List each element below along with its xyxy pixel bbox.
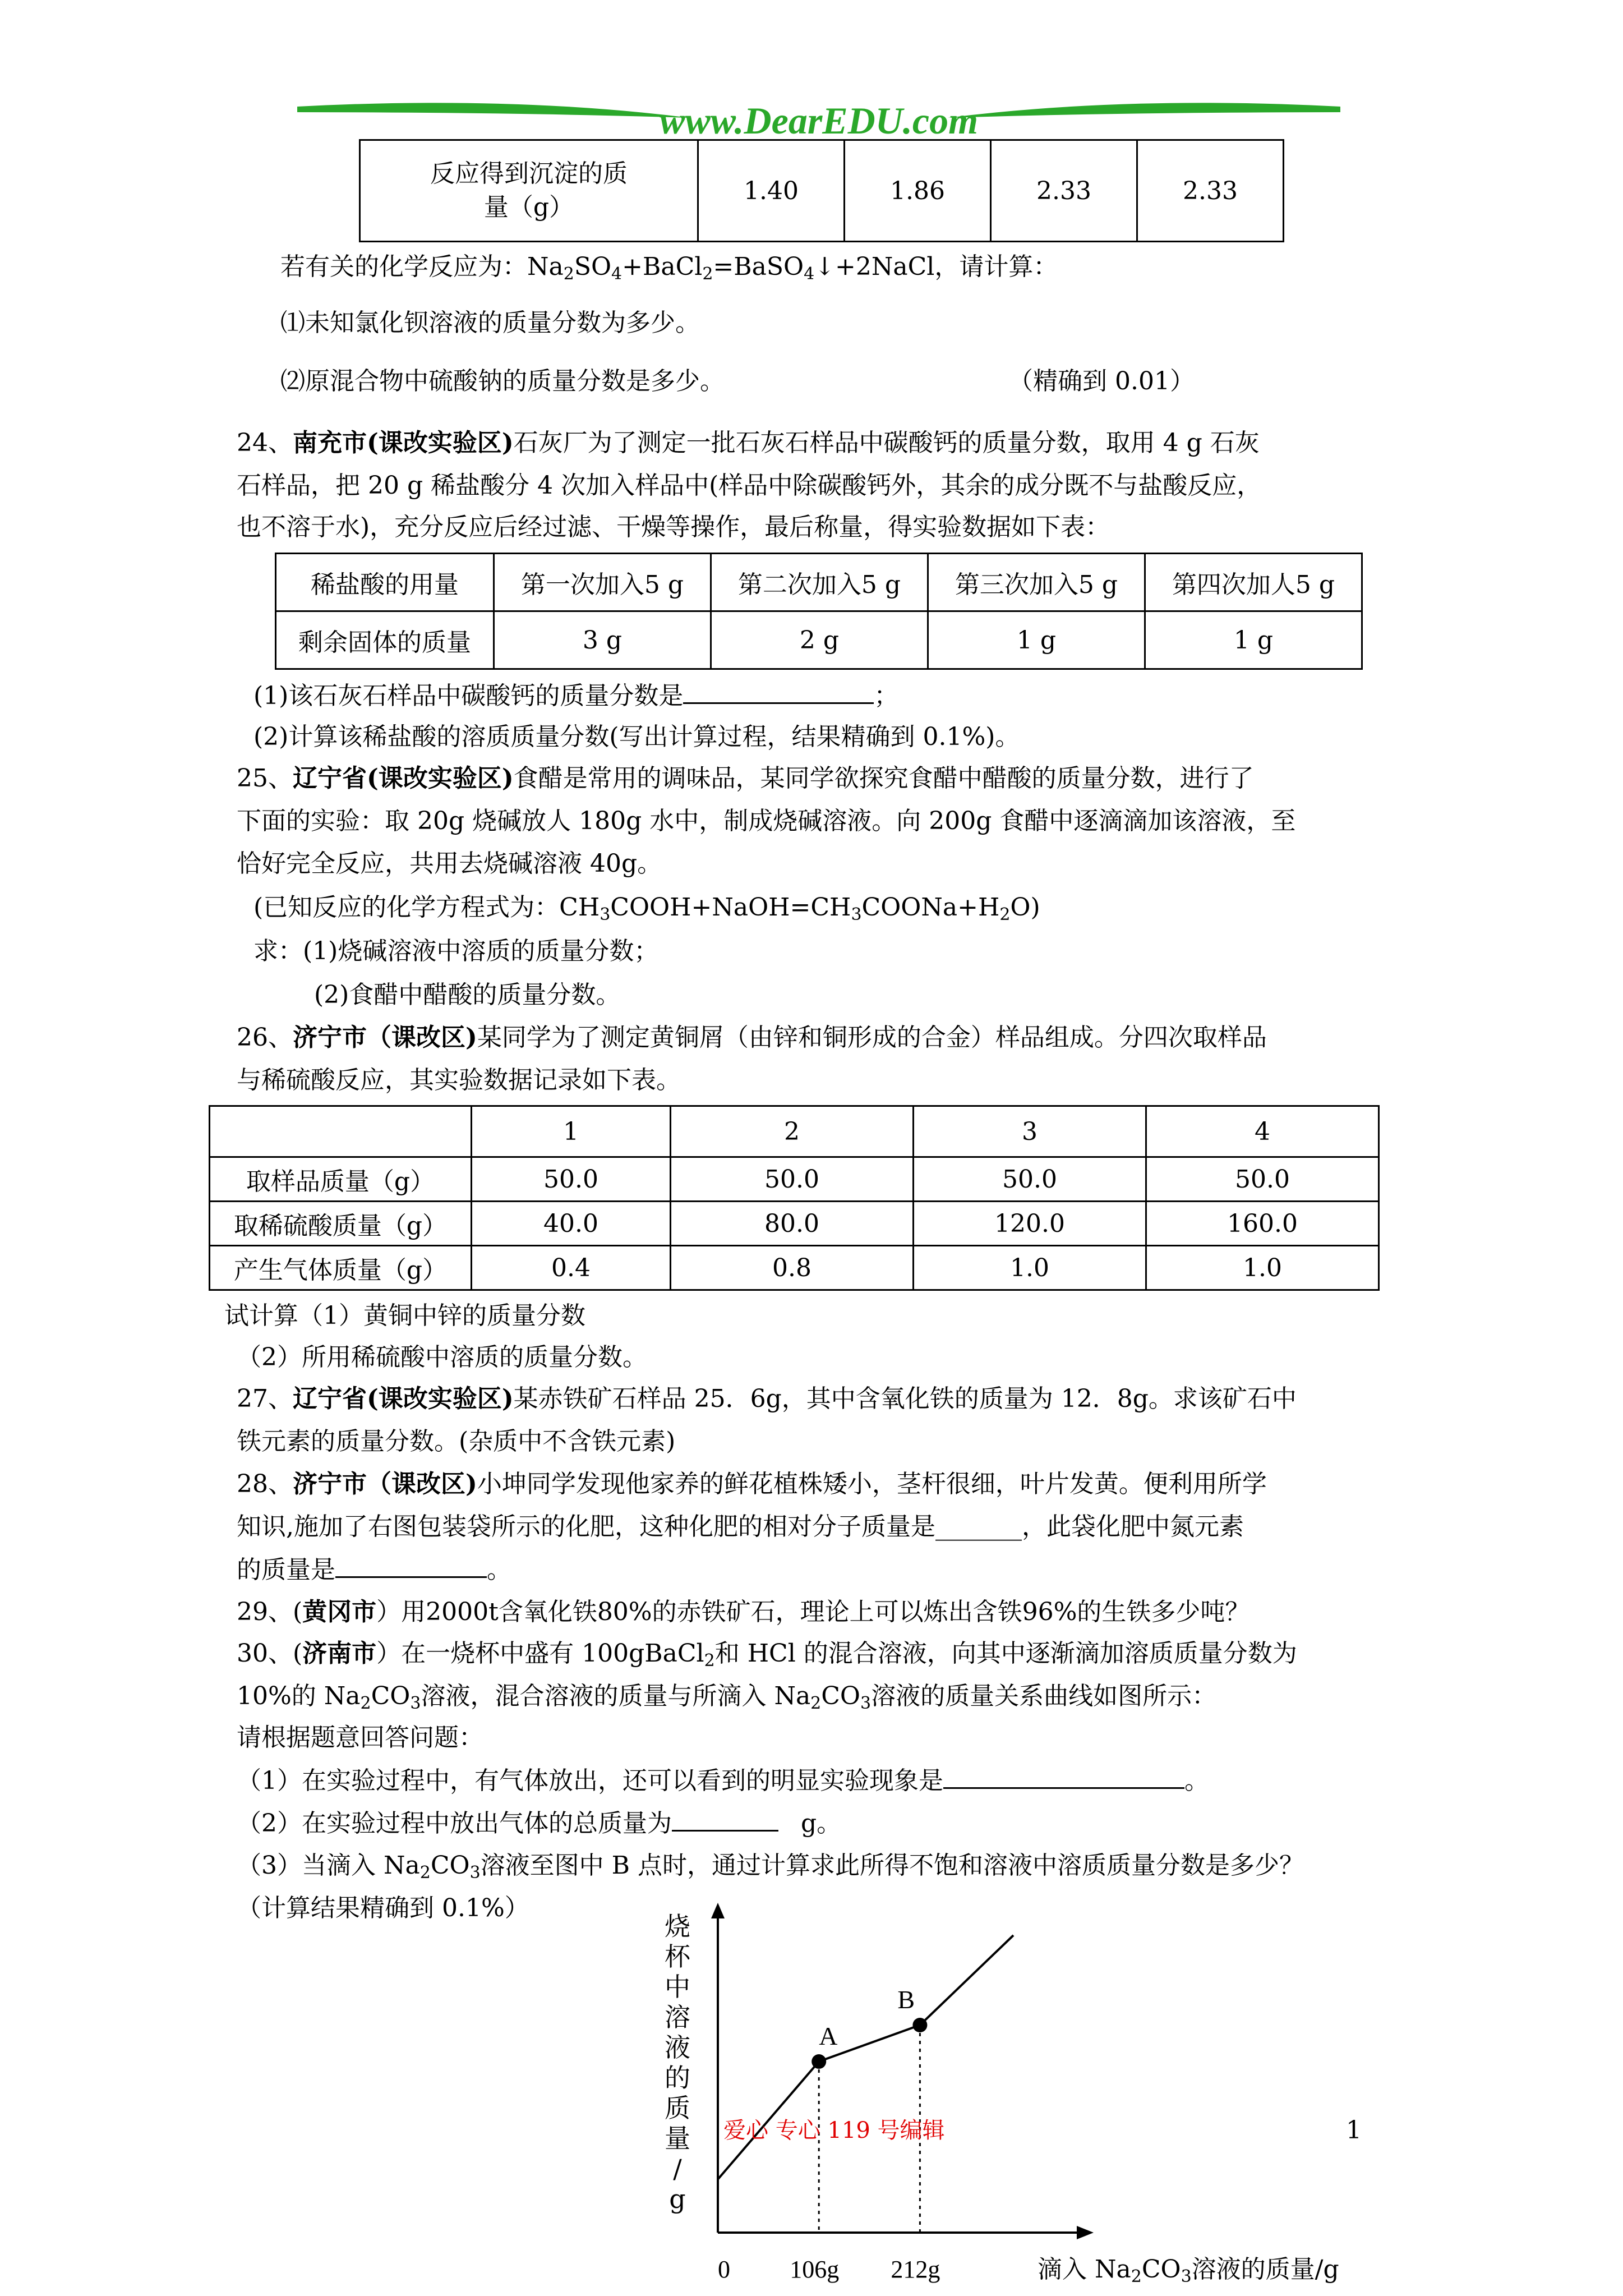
- table-cell: 第二次加入5 g: [711, 554, 928, 611]
- q25-ask2: (2)食醋中醋酸的质量分数。: [314, 981, 621, 1009]
- page-number: 1: [1346, 2116, 1362, 2145]
- q25-ask1: 求：(1)烧碱溶液中溶质的质量分数；: [253, 937, 659, 965]
- header-site-text: www.DearEDU.com: [660, 99, 978, 142]
- table-cell: 2.33: [991, 140, 1137, 242]
- y-axis-label-char: 量: [665, 2123, 690, 2154]
- table-cell: [360, 140, 698, 242]
- y-axis-label-char: 的: [665, 2063, 690, 2093]
- table-cell: 3: [914, 1106, 1146, 1157]
- q27-line1: 27、辽宁省(课改实验区)某赤铁矿石样品 25．6g，其中含氧化铁的质量为 12．8g。求该矿石中: [237, 1384, 1297, 1413]
- q30-line3: 请根据题意回答问题：: [237, 1723, 483, 1752]
- precipitate-table: [359, 139, 1284, 242]
- table-cell: 1 g: [1145, 611, 1362, 669]
- q28-line2: 知识,施加了右图包装袋所示的化肥，这种化肥的相对分子质量是_______，此袋化肥中氮元素: [237, 1512, 1244, 1541]
- point-B: [912, 2018, 927, 2032]
- q28-line3: 的质量是 。: [237, 1554, 511, 1586]
- table-row: [276, 554, 1362, 611]
- q29-source: 黄冈市: [302, 1598, 377, 1626]
- table-cell: 50.0: [671, 1157, 914, 1202]
- footer-watermark: 爱心 专心 119 号编辑: [723, 2118, 945, 2143]
- x-axis-arrow: [1077, 2226, 1094, 2239]
- table-cell: 第四次加人5 g: [1145, 554, 1362, 611]
- q25-line3: 恰好完全反应，共用去烧碱溶液 40g。: [237, 849, 662, 878]
- table-cell: 40.0: [472, 1202, 671, 1246]
- mass-curve-chart: [651, 1896, 1469, 2289]
- y-axis-label-char: g: [669, 2184, 686, 2214]
- precipitate-label-line2: 量（g）: [483, 193, 574, 222]
- table-cell: 第一次加入5 g: [494, 554, 711, 611]
- x-tick-label: 212g: [891, 2256, 940, 2283]
- y-axis-arrow: [711, 1903, 725, 1918]
- table-cell: 2.33: [1137, 140, 1284, 242]
- table-cell: 4: [1146, 1106, 1379, 1157]
- hcl-table: [275, 553, 1363, 670]
- q26-ask1: 试计算（1）黄铜中锌的质量分数: [224, 1301, 585, 1330]
- answer-blank[interactable]: [683, 680, 874, 704]
- table-row: [276, 611, 1362, 669]
- y-axis-label-char: 溶: [665, 2002, 690, 2032]
- q24-part1: (1)该石灰石样品中碳酸钙的质量分数是 ；: [253, 680, 898, 712]
- q24-source: 南充市(课改实验区): [293, 429, 514, 457]
- q23-part2: ⑵原混合物中硫酸钠的质量分数是多少。: [280, 367, 725, 395]
- q30-line1: 30、(济南市）在一烧杯中盛有 100gBaCl$_2$和 HCl 的混合溶液，向其中逐渐滴加溶质质量分数为: [237, 1639, 1297, 1671]
- table-cell: 第三次加入5 g: [928, 554, 1145, 611]
- q27-source: 辽宁省(课改实验区): [293, 1384, 514, 1413]
- table-cell: 0.8: [671, 1246, 914, 1290]
- q24-line3: 也不溶于水)，充分反应后经过滤、干燥等操作，最后称量，得实验数据如下表：: [237, 513, 1110, 541]
- table-cell: 1: [472, 1106, 671, 1157]
- answer-blank[interactable]: [943, 1765, 1184, 1789]
- table-cell: 1.40: [698, 140, 845, 242]
- table-cell: 1.0: [1146, 1246, 1379, 1290]
- header-swoosh-right: [948, 103, 1340, 118]
- chart-text: [665, 1911, 1339, 2286]
- table-cell: 1.0: [914, 1246, 1146, 1290]
- table-cell: 0.4: [472, 1246, 671, 1290]
- q27-line2: 铁元素的质量分数。(杂质中不含铁元素): [237, 1427, 676, 1456]
- table-cell: 2 g: [711, 611, 928, 669]
- q30-part1: （1）在实验过程中，有气体放出，还可以看到的明显实验现象是 。: [237, 1765, 1209, 1797]
- table-cell: 稀盐酸的用量: [276, 554, 494, 611]
- q26-source: 济宁市（课改区): [293, 1023, 477, 1052]
- table-row: [210, 1106, 1379, 1157]
- table-cell: 1 g: [928, 611, 1145, 669]
- point-A: [811, 2054, 826, 2069]
- table-row: [210, 1157, 1379, 1202]
- table-cell: 1.86: [845, 140, 991, 242]
- table-cell: [210, 1106, 472, 1157]
- q26-ask2: （2）所用稀硫酸中溶质的质量分数。: [237, 1343, 647, 1372]
- q26-line1: 26、济宁市（课改区)某同学为了测定黄铜屑（由锌和铜形成的合金）样品组成。分四次取样品: [237, 1023, 1267, 1052]
- q30-source: 济南市: [302, 1639, 377, 1668]
- q29-line: 29、(黄冈市）用2000t含氧化铁80%的赤铁矿石，理论上可以炼出含铁96%的生铁多少吨？: [237, 1598, 1250, 1626]
- point-label-B: B: [897, 1985, 915, 2014]
- table-cell: 产生气体质量（g）: [210, 1246, 472, 1290]
- x-tick-label: 0: [718, 2256, 730, 2283]
- brass-table: [209, 1105, 1380, 1291]
- y-axis-label-char: 液: [665, 2032, 690, 2063]
- q24-part2: (2)计算该稀盐酸的溶质质量分数(写出计算过程，结果精确到 0.1%)。: [253, 723, 1020, 751]
- table-cell: 80.0: [671, 1202, 914, 1246]
- table-cell: 120.0: [914, 1202, 1146, 1246]
- q24-line2: 石样品，把 20 g 稀盐酸分 4 次加入样品中(样品中除碳酸钙外，其余的成分既不与盐酸反应，: [237, 471, 1262, 500]
- q30-part3: （3）当滴入 $Na_2CO_3$溶液至图中 B 点时，通过计算求此所得不饱和溶液中溶质质量分数是多少？: [237, 1851, 1304, 1883]
- table-cell: 160.0: [1146, 1202, 1379, 1246]
- q25-line2: 下面的实验：取 20g 烧碱放人 180g 水中，制成烧碱溶液。向 200g 食醋中逐滴滴加该溶液，至: [237, 807, 1296, 835]
- y-axis-label-char: 中: [665, 1972, 690, 2002]
- table-cell: 取稀硫酸质量（g）: [210, 1202, 472, 1246]
- x-tick-label: 106g: [790, 2256, 840, 2283]
- q23-precision: （精确到 0.01）: [1008, 367, 1195, 395]
- y-axis-label-char: 质: [665, 2093, 690, 2123]
- q26-line2: 与稀硫酸反应，其实验数据记录如下表。: [237, 1066, 681, 1094]
- q25-line1: 25、辽宁省(课改实验区)食醋是常用的调味品，某同学欲探究食醋中醋酸的质量分数，进行了: [237, 764, 1254, 793]
- q23-part1: ⑴未知氯化钡溶液的质量分数为多少。: [280, 309, 700, 337]
- q24-line1: 24、南充市(课改实验区)石灰厂为了测定一批石灰石样品中碳酸钙的质量分数，取用 4 g 石灰: [237, 429, 1260, 457]
- q23-reaction: 若有关的化学反应为：$Na_2SO_4+BaCl_2=BaSO_4↓+2NaCl$，请计算：: [280, 252, 1058, 284]
- answer-blank[interactable]: [672, 1807, 778, 1832]
- y-axis-label-char: /: [673, 2154, 682, 2184]
- chart-axes: [711, 1903, 1094, 2239]
- table-cell: 50.0: [1146, 1157, 1379, 1202]
- answer-blank[interactable]: [335, 1554, 487, 1578]
- table-cell: 50.0: [472, 1157, 671, 1202]
- table-cell: 剩余固体的质量: [276, 611, 494, 669]
- q28-line1: 28、济宁市（课改区)小坤同学发现他家养的鲜花植株矮小，茎杆很细，叶片发黄。便利用所学: [237, 1470, 1267, 1498]
- q30-part4: （计算结果精确到 0.1%）: [237, 1894, 529, 1922]
- chart-marks: [718, 1935, 1013, 2233]
- q25-source: 辽宁省(课改实验区): [293, 764, 514, 793]
- point-label-A: A: [819, 2022, 838, 2050]
- header-logo: [286, 90, 1352, 146]
- precipitate-label-line1: 反应得到沉淀的质: [430, 159, 628, 188]
- table-cell: 取样品质量（g）: [210, 1157, 472, 1202]
- table-cell: 50.0: [914, 1157, 1146, 1202]
- x-axis-label: 滴入 Na2CO3溶液的质量/g: [1038, 2255, 1339, 2286]
- table-cell: 2: [671, 1106, 914, 1157]
- q30-line2: 10%的 $Na_2CO_3$溶液，混合溶液的质量与所滴入 $Na_2CO_3$溶液的质量关系曲线如图所示：: [237, 1682, 1217, 1713]
- table-row: [360, 140, 1284, 242]
- table-cell: 3 g: [494, 611, 711, 669]
- q28-source: 济宁市（课改区): [293, 1470, 477, 1498]
- q25-equation: (已知反应的化学方程式为：$CH_3COOH+NaOH=CH_3COONa+H_2O$): [253, 893, 1040, 924]
- y-axis-label-char: 烧: [665, 1911, 690, 1941]
- q30-part2: （2）在实验过程中放出气体的总质量为 g。: [237, 1807, 841, 1839]
- y-axis-label-char: 杯: [665, 1941, 690, 1972]
- table-row: [210, 1246, 1379, 1290]
- header-swoosh-left: [297, 103, 690, 118]
- table-row: [210, 1202, 1379, 1246]
